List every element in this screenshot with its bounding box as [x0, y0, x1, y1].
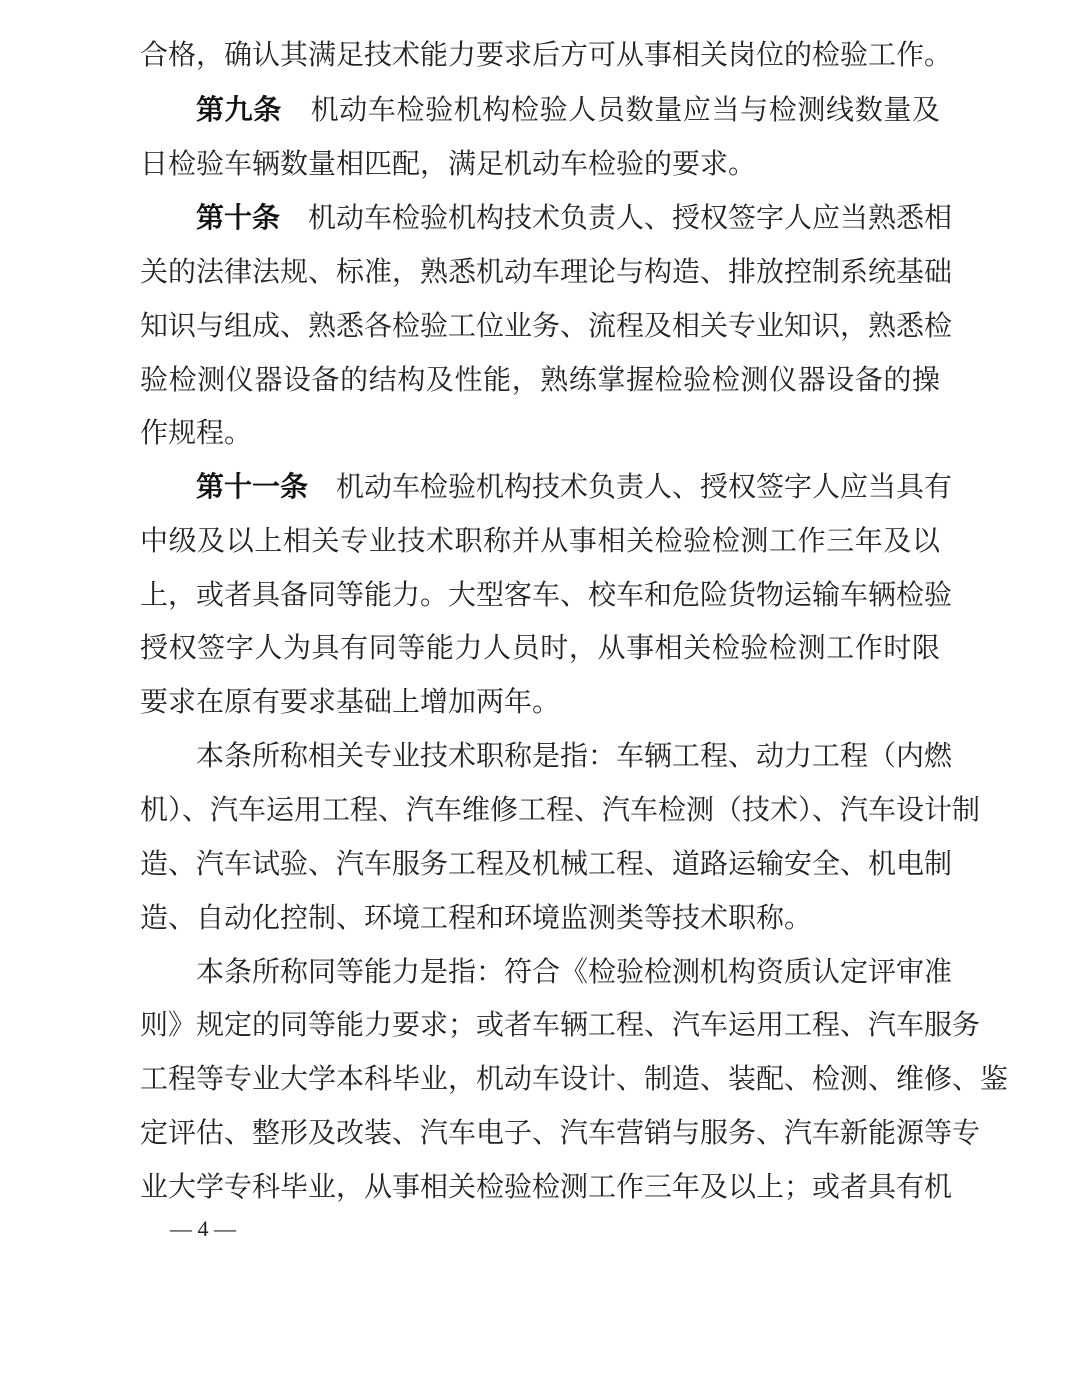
text-line — [140, 898, 940, 938]
line-text: 工程等专业大学本科毕业，机动车设计、制造、装配、检测、维修、鉴 — [140, 1062, 1009, 1095]
article-heading-line — [196, 90, 940, 130]
line-text: 合格，确认其满足技术能力要求后方可从事相关岗位的检验工作。 — [140, 38, 953, 71]
line-text: 本条所称相关专业技术职称是指：车辆工程、动力工程（内燃 — [196, 739, 953, 772]
line-text: 验检测仪器设备的结构及性能，熟练掌握检验检测仪器设备的操 — [140, 363, 940, 396]
line-text: 定评估、整形及改装、汽车电子、汽车营销与服务、汽车新能源等专 — [140, 1116, 981, 1149]
line-text: 造、自动化控制、环境工程和环境监测类等技术职称。 — [140, 901, 813, 934]
article-number: 第十一条 — [196, 470, 309, 503]
line-text: 机动车检验机构技术负责人、授权签字人应当具有 — [336, 470, 953, 503]
text-line — [140, 1005, 981, 1045]
text-line — [140, 1113, 981, 1153]
article-number: 第十条 — [196, 201, 281, 234]
line-text: 上，或者具备同等能力。大型客车、校车和危险货物运输车辆检验 — [140, 578, 953, 611]
line-text: 业大学专科毕业，从事相关检验检测工作三年及以上；或者具有机 — [140, 1170, 953, 1203]
line-text: 本条所称同等能力是指：符合《检验检测机构资质认定评审准 — [196, 955, 953, 988]
text-line — [140, 306, 953, 346]
line-text: 作规程。 — [140, 416, 253, 449]
text-line — [140, 144, 940, 184]
article-number: 第九条 — [196, 93, 282, 126]
text-line — [140, 628, 940, 668]
line-text: 日检验车辆数量相匹配，满足机动车检验的要求。 — [140, 147, 757, 180]
text-line — [140, 360, 940, 400]
paragraph-start-line — [196, 952, 953, 992]
text-line — [140, 844, 953, 884]
page-number: — 4 — — [170, 1216, 236, 1241]
line-text: 知识与组成、熟悉各检验工位业务、流程及相关专业知识，熟悉检 — [140, 309, 953, 342]
line-text: 关的法律法规、标准，熟悉机动车理论与构造、排放控制系统基础 — [140, 255, 953, 288]
line-text: 造、汽车试验、汽车服务工程及机械工程、道路运输安全、机电制 — [140, 847, 953, 880]
text-line — [140, 252, 953, 292]
text-line — [140, 575, 953, 615]
article-heading-line — [196, 198, 953, 238]
line-text: 机动车检验机构技术负责人、授权签字人应当熟悉相 — [308, 201, 953, 234]
article-heading-line — [196, 467, 953, 507]
line-text: 要求在原有要求基础上增加两年。 — [140, 685, 561, 718]
text-line — [140, 682, 940, 722]
line-text: 机）、汽车运用工程、汽车维修工程、汽车检测（技术）、汽车设计制 — [140, 793, 981, 826]
text-line — [140, 1167, 953, 1207]
line-text: 中级及以上相关专业技术职称并从事相关检验检测工作三年及以 — [140, 524, 940, 557]
line-text: 则》规定的同等能力要求；或者车辆工程、汽车运用工程、汽车服务 — [140, 1008, 981, 1041]
line-text: 授权签字人为具有同等能力人员时，从事相关检验检测工作时限 — [140, 631, 940, 664]
text-line — [140, 521, 940, 561]
text-line — [140, 1059, 1009, 1099]
text-line — [140, 790, 981, 830]
text-line — [140, 413, 940, 453]
text-line — [140, 35, 953, 75]
line-text: 机动车检验机构检验人员数量应当与检测线数量及 — [310, 93, 940, 126]
paragraph-start-line — [196, 736, 953, 776]
